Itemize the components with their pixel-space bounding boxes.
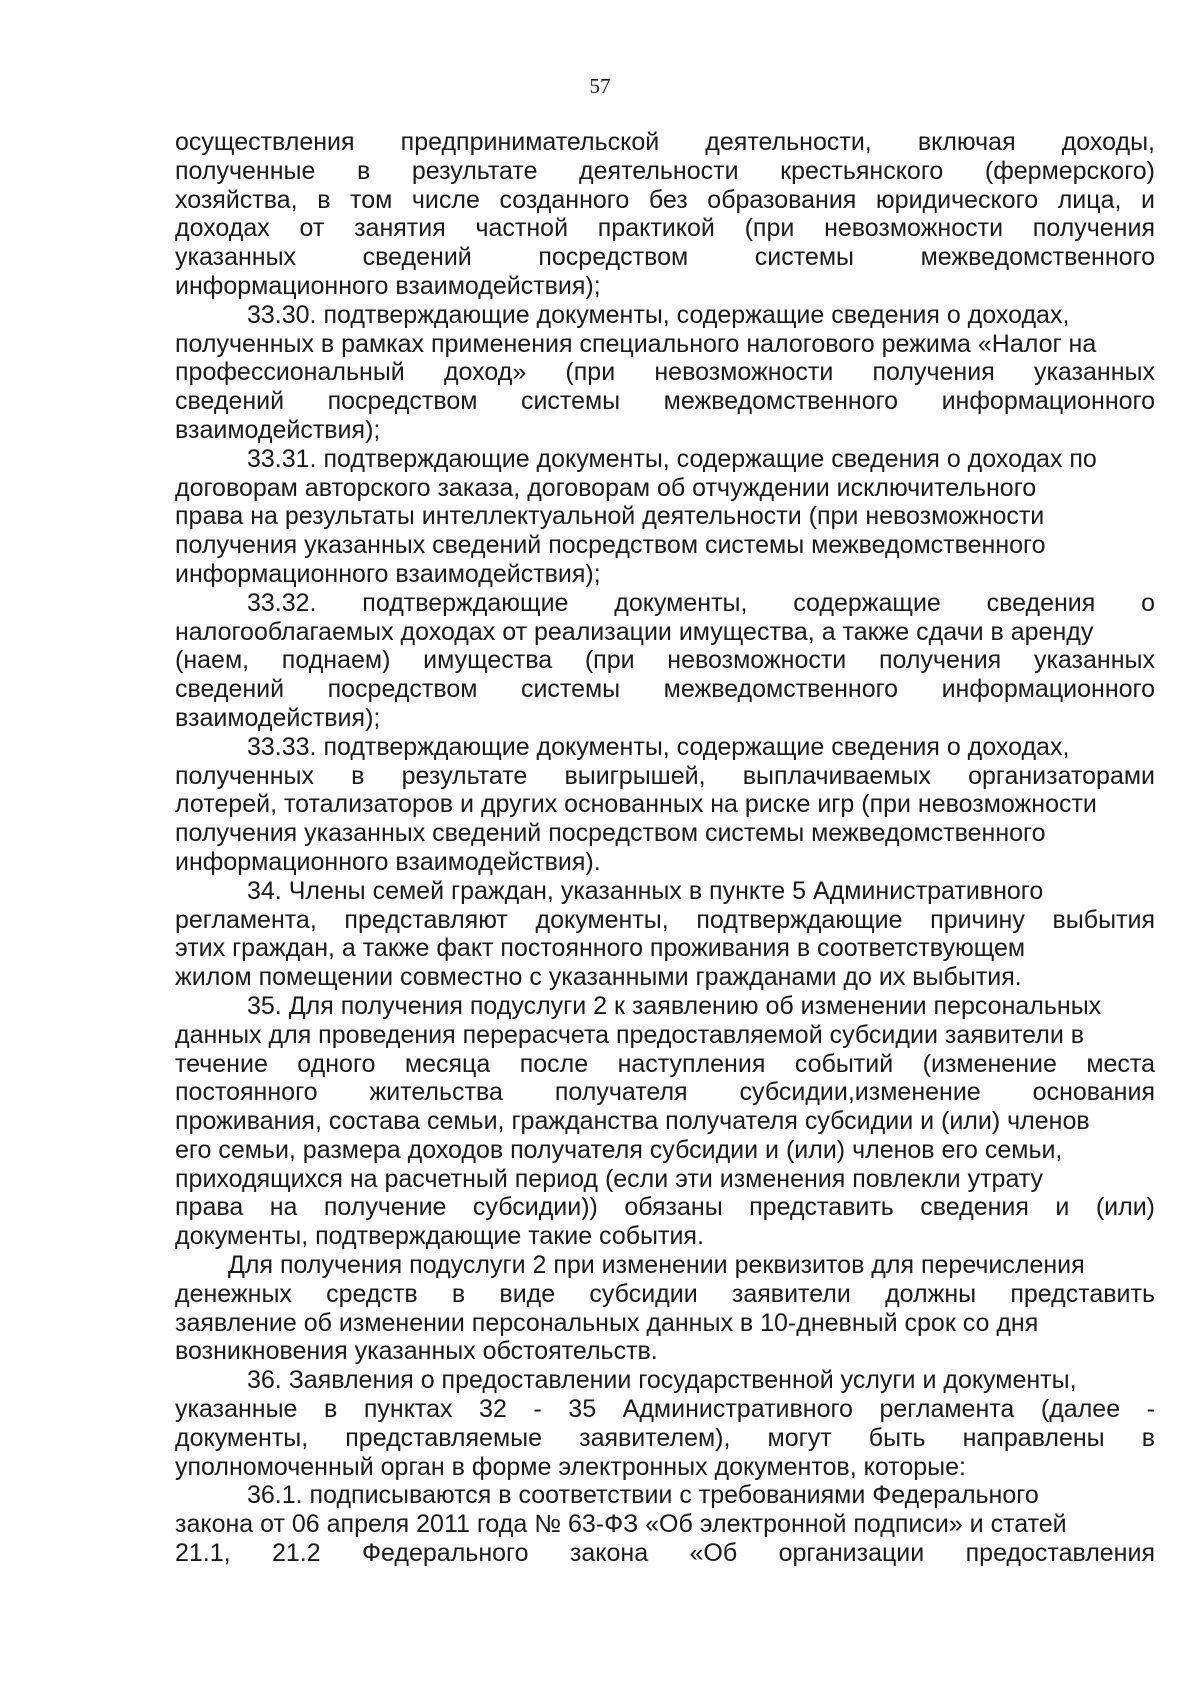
text-line: документы, представляемые заявителем), могут быть направлены в [175,1423,1155,1452]
text-line: права на результаты интеллектуальной деятельности (при невозможности [175,502,1045,531]
text-line: налогооблагаемых доходах от реализации имущества, а также сдачи в аренду [175,617,1094,646]
text-line: получения указанных сведений посредством системы межведомственного [175,531,1046,560]
text-line: приходящихся на расчетный период (если эти изменения повлекли утрату [175,1164,1044,1193]
text-line: регламента, представляют документы, подтверждающие причину выбытия [175,905,1155,934]
text-line: договорам авторского заказа, договорам об отчуждении исключительного [175,473,1037,502]
text-line: информационного взаимодействия); [175,271,601,300]
text-line: полученных в результате выигрышей, выплачиваемых организаторами [175,761,1155,790]
paragraph-start-36-1: 36.1. подписываются в соответствии с требованиями Федерального [247,1481,1039,1510]
text-line: документы, подтверждающие такие события. [175,1222,704,1251]
text-line: указанных сведений посредством системы межведомственного [175,243,1155,272]
text-line: указанные в пунктах 32 - 35 Административного регламента (далее - [175,1395,1155,1424]
document-body [175,128,1155,1568]
text-line: заявление об изменении персональных данных в 10-дневный срок со дня [175,1308,1039,1337]
text-line: этих граждан, а также факт постоянного проживания в соответствующем [175,934,1026,963]
text-line: взаимодействия); [175,415,381,444]
paragraph-start-33-33: 33.33. подтверждающие документы, содержащие сведения о доходах, [247,732,1070,761]
text-line: 21.1, 21.2 Федерального закона «Об организации предоставления [175,1539,1155,1568]
text-line: хозяйства, в том числе созданного без образования юридического лица, и [175,185,1155,214]
text-line: постоянного жительства получателя субсидии,изменение основания [175,1078,1155,1107]
text-line: информационного взаимодействия). [175,847,601,876]
text-line: права на получение субсидии)) обязаны представить сведения и (или) [175,1193,1155,1222]
text-line: доходах от занятия частной практикой (при невозможности получения [175,214,1155,243]
paragraph-start-36: 36. Заявления о предоставлении государственной услуги и документы, [247,1366,1077,1395]
text-line: возникновения указанных обстоятельств. [175,1337,658,1366]
text-line: получения указанных сведений посредством системы межведомственного [175,819,1046,848]
text-line: осуществления предпринимательской деятельности, включая доходы, [175,128,1155,156]
text-line: сведений посредством системы межведомственного информационного [175,675,1155,704]
text-line: полученные в результате деятельности крестьянского (фермерского) [175,156,1155,185]
text-line: данных для проведения перерасчета предоставляемой субсидии заявители в [175,1020,1085,1049]
text-line: жилом помещении совместно с указанными гражданами до их выбытия. [175,963,1022,992]
text-line: лотерей, тотализаторов и других основанных на риске игр (при невозможности [175,790,1097,819]
text-line: денежных средств в виде субсидии заявители должны представить [175,1279,1155,1308]
paragraph-start-34: 34. Члены семей граждан, указанных в пункте 5 Административного [247,876,1044,905]
text-line: закона от 06 апреля 2011 года № 63-ФЗ «Об электронной подписи» и статей [175,1510,1067,1539]
text-line: сведений посредством системы межведомственного информационного [175,387,1155,416]
paragraph-start-33-30: 33.30. подтверждающие документы, содержащие сведения о доходах, [247,300,1070,329]
text-line: информационного взаимодействия); [175,559,601,588]
paragraph-start-33-31: 33.31. подтверждающие документы, содержащие сведения о доходах по [247,444,1097,473]
text-line: проживания, состава семьи, гражданства получателя субсидии и (или) членов [175,1107,1090,1136]
text-line: (наем, поднаем) имущества (при невозможности получения указанных [175,646,1155,675]
text-line: взаимодействия); [175,703,381,732]
paragraph-start-35: 35. Для получения подуслуги 2 к заявлению об изменении персональных [247,991,1102,1020]
text-line: течение одного месяца после наступления событий (изменение места [175,1049,1155,1078]
page-number: 57 [589,74,611,98]
text-line: его семьи, размера доходов получателя субсидии и (или) членов его семьи, [175,1135,1063,1164]
paragraph-start-subservice-2: Для получения подуслуги 2 при изменении реквизитов для перечисления [228,1251,1085,1280]
text-line: полученных в рамках применения специального налогового режима «Налог на [175,329,1097,358]
text-line: уполномоченный орган в форме электронных документов, которые: [175,1452,966,1481]
paragraph-start-33-32: 33.32. подтверждающие документы, содержащие сведения о [247,588,1155,617]
text-line: профессиональный доход» (при невозможности получения указанных [175,358,1155,387]
